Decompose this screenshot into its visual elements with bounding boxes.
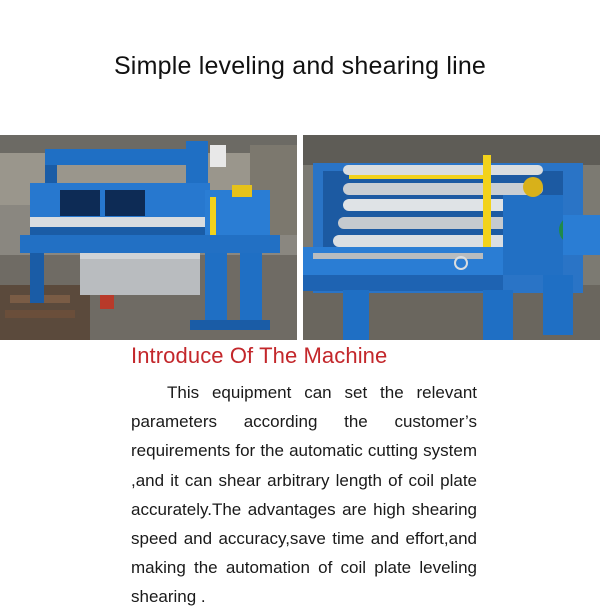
section-heading: Introduce Of The Machine (131, 343, 388, 368)
shearing-machine-photo (0, 135, 297, 340)
photo-strip (0, 135, 600, 340)
page-title: Simple leveling and shearing line (113, 52, 487, 80)
leveling-rollers-photo (303, 135, 600, 340)
description-paragraph: This equipment can set the relevant parameters according the customer’s requirements for the automatic cutting system ,and it can shear arbitrary length of coil plate accurately.The advantages are high shearing speed and accuracy,save time and effort,and making the automation of coil plate leveling shearing . (131, 383, 477, 607)
machine-description (131, 378, 477, 612)
